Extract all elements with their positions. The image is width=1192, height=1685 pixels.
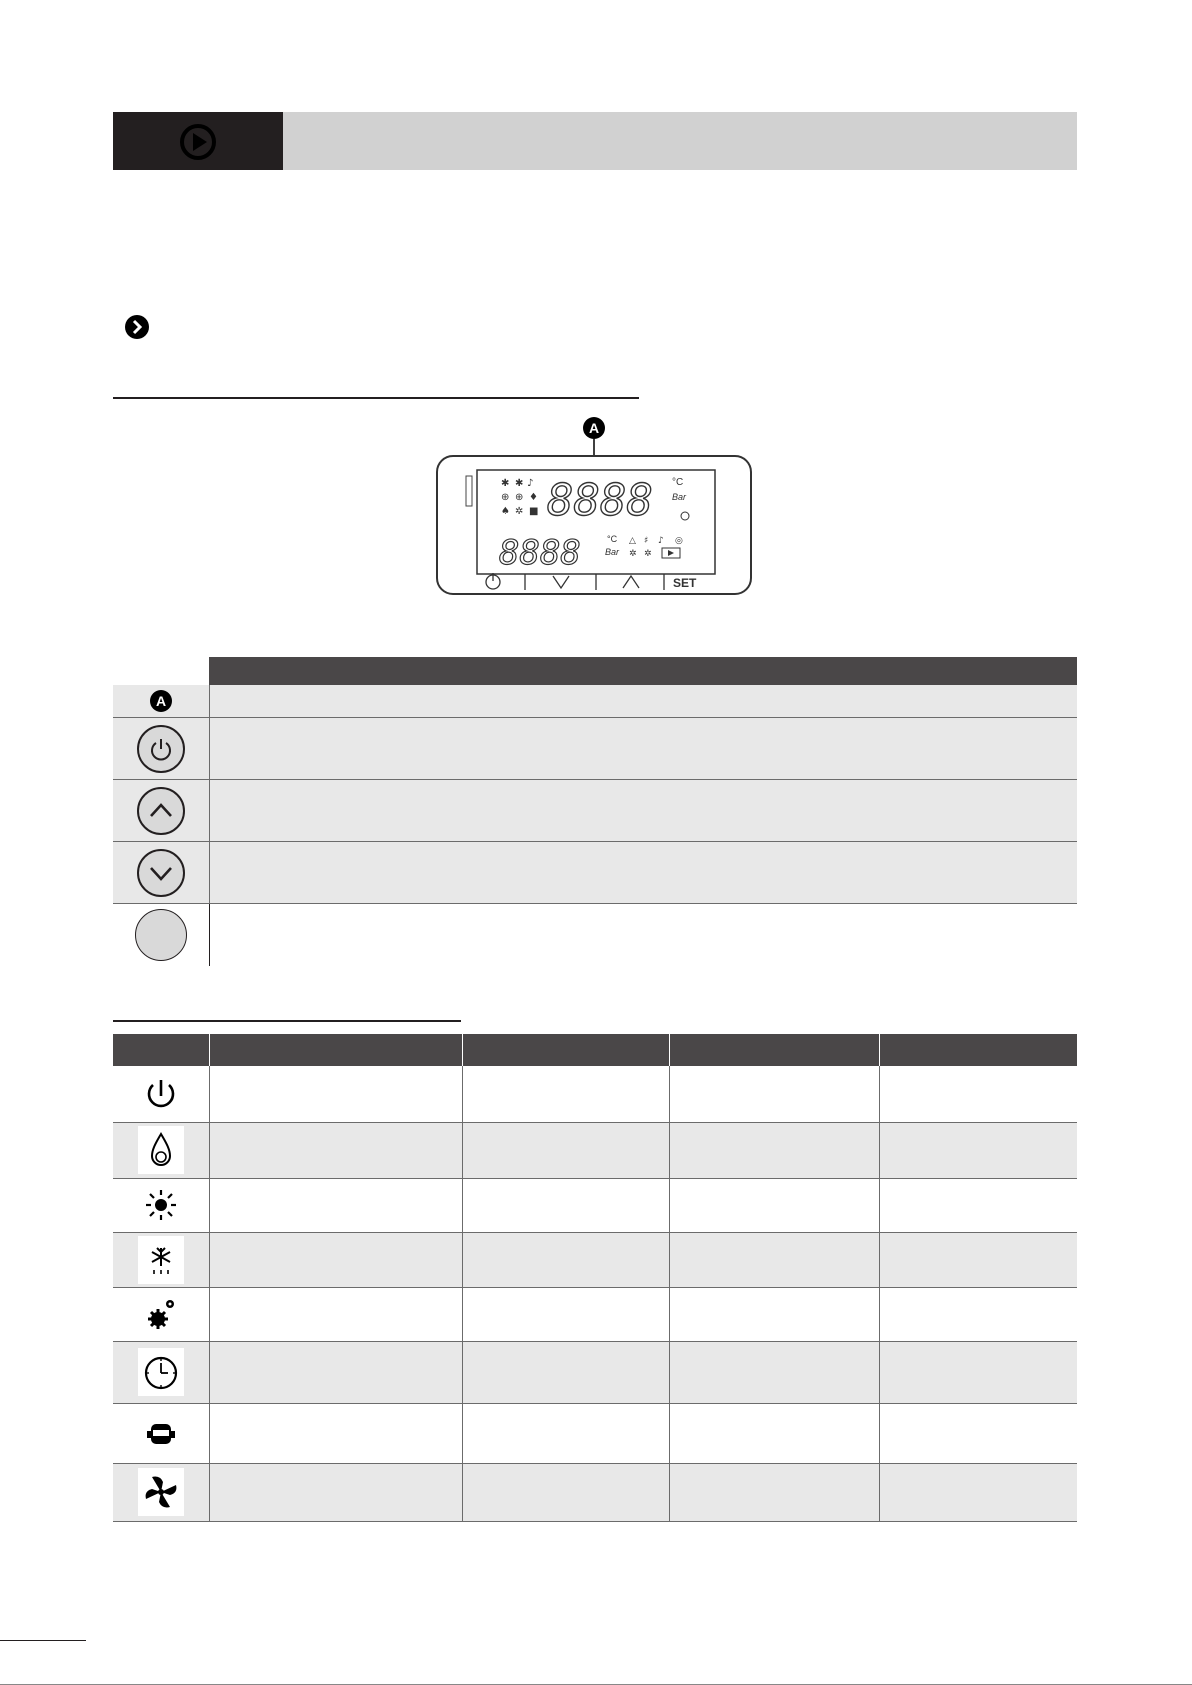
svg-text:♪: ♪ [658, 536, 664, 546]
section-header-bar [283, 112, 1077, 170]
svg-text:⊕: ⊕ [501, 492, 510, 503]
svg-text:♠: ♠ [501, 506, 510, 517]
letter-a-badge-icon [583, 417, 605, 439]
key-row-power [113, 718, 1077, 780]
svg-text:SET: SET [673, 576, 697, 590]
icon-row-clock [113, 1341, 1077, 1403]
icon-row-gears [113, 1287, 1077, 1341]
set-button[interactable] [135, 909, 187, 961]
svg-text:⊕: ⊕ [515, 492, 524, 503]
icon-row-drip [113, 1122, 1077, 1178]
snowflake-defrost-icon [138, 1236, 184, 1284]
svg-text:♦: ♦ [529, 492, 538, 503]
svg-text:Bar: Bar [672, 492, 687, 502]
chevron-right-circle-icon [125, 315, 149, 339]
chevron-down-icon [147, 859, 175, 887]
svg-text:°C: °C [672, 477, 684, 488]
svg-text:◎: ◎ [675, 536, 683, 546]
key-row-set [113, 904, 1077, 966]
svg-text:°C: °C [607, 534, 618, 544]
icon-status-table [113, 1034, 1077, 1522]
key-row-up [113, 780, 1077, 842]
svg-text:A: A [155, 693, 167, 709]
svg-text:8888: 8888 [499, 533, 581, 573]
icon-row-power [113, 1066, 1077, 1122]
svg-text:△: △ [629, 536, 636, 546]
icon-row-fan [113, 1463, 1077, 1521]
key-table-header [113, 657, 1077, 685]
svg-text:♯: ♯ [644, 536, 649, 546]
svg-text:■: ■ [529, 506, 539, 517]
sun-icon [138, 1181, 184, 1229]
power-button[interactable] [137, 725, 185, 773]
up-button[interactable] [137, 787, 185, 835]
drip-icon [138, 1126, 184, 1174]
svg-text:Bar: Bar [605, 547, 620, 557]
section-rule [113, 397, 639, 399]
icon-table-header [113, 1034, 1077, 1066]
play-circle-icon [178, 122, 218, 162]
svg-text:♪: ♪ [527, 478, 534, 489]
svg-text:✲: ✲ [644, 549, 652, 559]
chevron-up-icon [147, 797, 175, 825]
clock-icon [138, 1348, 184, 1396]
control-panel-figure [435, 412, 755, 602]
svg-text:✲: ✲ [515, 506, 524, 517]
svg-text:A: A [588, 420, 600, 436]
compressor-icon [138, 1409, 184, 1457]
svg-text:✱: ✱ [515, 478, 524, 489]
key-table [113, 657, 1077, 966]
svg-text:8888: 8888 [547, 475, 653, 526]
key-row-callout [113, 685, 1077, 718]
icon-row-defrost [113, 1232, 1077, 1287]
fan-icon [138, 1468, 184, 1516]
icon-row-compressor [113, 1403, 1077, 1463]
svg-text:✱: ✱ [501, 478, 510, 489]
power-icon [138, 1070, 184, 1118]
icon-row-sun [113, 1178, 1077, 1232]
gears-icon [138, 1290, 184, 1338]
power-icon [147, 735, 175, 763]
svg-text:✲: ✲ [629, 549, 637, 559]
letter-a-badge-icon [149, 689, 173, 713]
down-button[interactable] [137, 849, 185, 897]
section-rule [113, 1020, 461, 1022]
key-row-down [113, 842, 1077, 904]
footer-rule [0, 1640, 86, 1641]
